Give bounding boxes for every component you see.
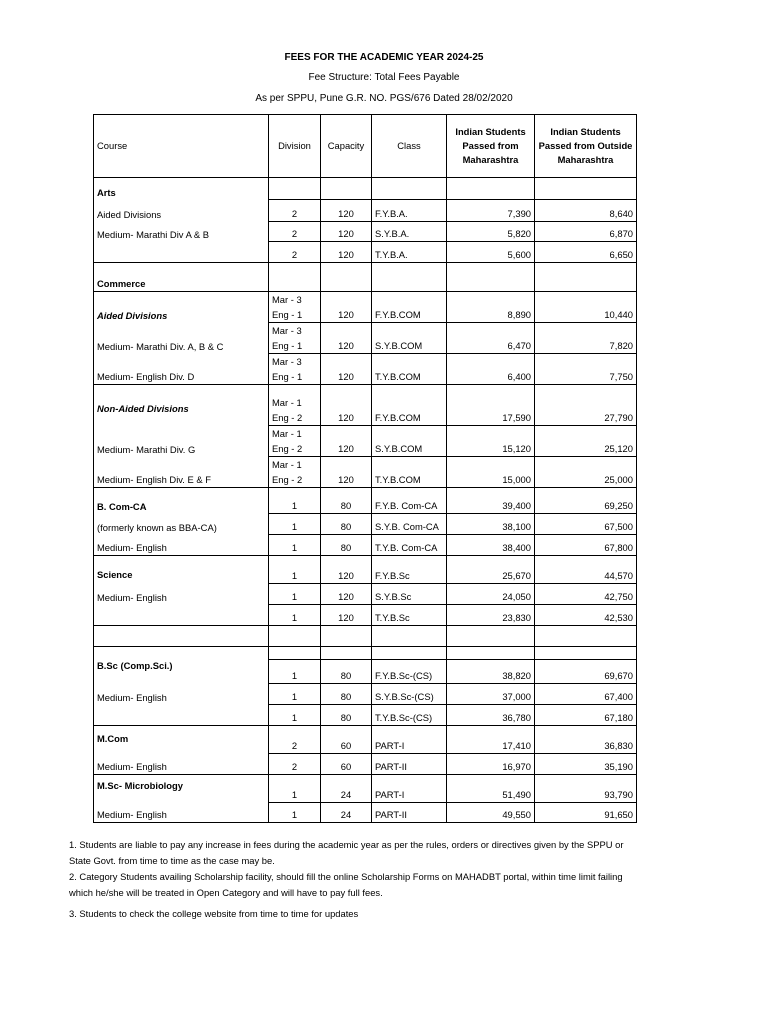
maharashtra-fee-cell: 49,550 [447,803,535,823]
maharashtra-fee-cell: 16,970 [447,754,535,775]
maharashtra-fee-cell: 39,400 [447,488,535,514]
outside-fee-cell: 27,790 [535,385,637,426]
division-line: Mar - 1 [272,459,302,470]
course-cell [94,705,269,726]
division-cell: 1 [269,514,321,535]
capacity-cell: 80 [321,514,372,535]
capacity-cell: 80 [321,684,372,705]
maharashtra-fee-cell: 38,400 [447,535,535,556]
course-cell [94,242,269,263]
outside-fee-cell: 6,650 [535,242,637,263]
division-line: Eng - 1 [272,309,303,320]
table-row [94,647,637,660]
fee-structure-subtitle: Fee Structure: Total Fees Payable [308,72,460,83]
capacity-cell: 120 [321,605,372,626]
table-header-row [94,115,637,178]
section-title-bsc-cs: B.Sc (Comp.Sci.) [97,659,173,671]
table-row [94,200,637,222]
header-class: Class [372,115,447,178]
capacity-cell: 120 [321,556,372,584]
division-line: Eng - 1 [272,340,303,351]
maharashtra-fee-cell: 8,890 [447,292,535,323]
capacity-cell: 120 [321,242,372,263]
table-row [94,775,637,803]
division-line: Mar - 1 [272,428,302,439]
division-cell: 1 [269,660,321,684]
class-cell: F.Y.B.Sc-(CS) [372,660,447,684]
course-cell: Medium- Marathi Div. A, B & C [97,340,224,352]
maharashtra-fee-cell: 15,120 [447,426,535,457]
division-line: Mar - 3 [272,294,302,305]
table-row [94,354,637,385]
section-title-arts: Arts [97,186,116,198]
section-title-bcom-ca: B. Com-CA [97,500,147,512]
course-cell [94,605,269,626]
header-capacity: Capacity [321,115,372,178]
division-line: Mar - 3 [272,356,302,367]
capacity-cell: 120 [321,323,372,354]
maharashtra-fee-cell: 25,670 [447,556,535,584]
capacity-cell: 80 [321,705,372,726]
capacity-cell: 60 [321,754,372,775]
capacity-cell: 120 [321,457,372,488]
division-cell [269,457,321,488]
outside-fee-cell: 93,790 [535,775,637,803]
division-cell: 1 [269,535,321,556]
capacity-cell: 80 [321,488,372,514]
division-cell: 1 [269,684,321,705]
table-row [94,263,637,292]
division-cell: 1 [269,556,321,584]
outside-fee-cell: 69,250 [535,488,637,514]
class-cell: T.Y.B.COM [372,457,447,488]
division-cell: 2 [269,754,321,775]
division-cell [269,292,321,323]
maharashtra-fee-cell: 7,390 [447,200,535,222]
course-cell: Medium- English [97,591,167,603]
maharashtra-fee-cell: 17,410 [447,726,535,754]
table-row [94,803,637,823]
capacity-cell: 120 [321,200,372,222]
fees-table [93,114,637,823]
division-line: Mar - 3 [272,325,302,336]
capacity-cell: 120 [321,354,372,385]
outside-fee-cell: 67,800 [535,535,637,556]
table-row [94,626,637,647]
table-row [94,292,637,323]
class-cell: PART-II [372,803,447,823]
section-title-commerce: Commerce [97,278,146,289]
division-cell [269,426,321,457]
outside-fee-cell: 7,750 [535,354,637,385]
capacity-cell: 24 [321,803,372,823]
table-row [94,178,637,200]
division-cell: 1 [269,605,321,626]
outside-fee-cell: 67,400 [535,684,637,705]
class-cell: PART-II [372,754,447,775]
table-row [94,684,637,705]
section-title-science: Science [97,568,133,580]
maharashtra-fee-cell: 36,780 [447,705,535,726]
maharashtra-fee-cell: 38,100 [447,514,535,535]
course-cell: Medium- English [97,809,167,820]
class-cell: S.Y.B.A. [372,222,447,242]
gr-reference: As per SPPU, Pune G.R. NO. PGS/676 Dated 28/02/2020 [255,93,513,104]
course-cell: Medium- English [97,542,167,553]
capacity-cell: 120 [321,426,372,457]
maharashtra-fee-cell: 17,590 [447,385,535,426]
outside-fee-cell: 69,670 [535,660,637,684]
division-cell: 1 [269,705,321,726]
outside-fee-cell: 91,650 [535,803,637,823]
maharashtra-fee-cell: 5,820 [447,222,535,242]
class-cell: S.Y.B.COM [372,426,447,457]
outside-fee-cell: 44,570 [535,556,637,584]
table-row [94,457,637,488]
outside-fee-cell: 10,440 [535,292,637,323]
header-division: Division [269,115,321,178]
outside-fee-cell: 67,500 [535,514,637,535]
capacity-cell: 120 [321,385,372,426]
course-cell: Medium- English Div. D [97,371,195,382]
outside-fee-cell: 35,190 [535,754,637,775]
division-line: Mar - 1 [272,397,302,408]
class-cell: PART-I [372,775,447,803]
course-cell: Aided Divisions [97,208,162,220]
class-cell: PART-I [372,726,447,754]
course-cell: Medium- English Div. E & F [97,474,211,485]
aided-divisions-label: Aided Divisions [97,309,168,321]
maharashtra-fee-cell: 24,050 [447,584,535,605]
class-cell: T.Y.B.A. [372,242,447,263]
class-cell: F.Y.B.A. [372,200,447,222]
outside-fee-cell: 36,830 [535,726,637,754]
capacity-cell: 80 [321,535,372,556]
maharashtra-fee-cell: 6,400 [447,354,535,385]
division-cell: 1 [269,775,321,803]
note-3: 3. Students to check the college website from time to time for updates [69,908,359,919]
header-maharashtra: Indian Students Passed from Maharashtra [447,115,535,178]
class-cell: F.Y.B.Sc [372,556,447,584]
table-row [94,705,637,726]
class-cell: S.Y.B. Com-CA [372,514,447,535]
non-aided-divisions-label: Non-Aided Divisions [97,402,189,414]
class-cell: S.Y.B.Sc-(CS) [372,684,447,705]
section-title-msc-microbiology: M.Sc- Microbiology [97,780,183,791]
maharashtra-fee-cell: 5,600 [447,242,535,263]
class-cell: S.Y.B.COM [372,323,447,354]
table-row [94,726,637,754]
class-cell: F.Y.B.COM [372,292,447,323]
division-line: Eng - 2 [272,412,303,423]
note-1: 1. Students are liable to pay any increase in fees during the academic year as per the rules, orders or directives given by the SPPU or State Govt. from time to time as the case may be. [69,839,624,866]
division-line: Eng - 1 [272,371,303,382]
capacity-cell: 24 [321,775,372,803]
outside-fee-cell: 42,530 [535,605,637,626]
table-row [94,584,637,605]
maharashtra-fee-cell: 37,000 [447,684,535,705]
capacity-cell: 120 [321,222,372,242]
class-cell: F.Y.B. Com-CA [372,488,447,514]
capacity-cell: 80 [321,660,372,684]
class-cell: T.Y.B.Sc-(CS) [372,705,447,726]
outside-fee-cell: 8,640 [535,200,637,222]
table-row [94,605,637,626]
division-cell: 2 [269,242,321,263]
table-row [94,660,637,684]
course-cell: Medium- Marathi Div. G [97,443,196,455]
section-title-mcom: M.Com [97,733,129,744]
course-cell: Medium- English [97,691,167,703]
maharashtra-fee-cell: 6,470 [447,323,535,354]
outside-fee-cell: 7,820 [535,323,637,354]
table-row [94,556,637,584]
course-cell: Medium- Marathi Div A & B [97,228,210,240]
table-row [94,754,637,775]
outside-fee-cell: 6,870 [535,222,637,242]
table-row [94,222,637,242]
class-cell: T.Y.B.COM [372,354,447,385]
header-outside-maharashtra: Indian Students Passed from Outside Maharashtra [535,115,637,178]
capacity-cell: 120 [321,292,372,323]
table-row [94,488,637,514]
table-row [94,426,637,457]
division-cell: 1 [269,803,321,823]
class-cell: T.Y.B.Sc [372,605,447,626]
outside-fee-cell: 25,000 [535,457,637,488]
division-cell: 2 [269,222,321,242]
maharashtra-fee-cell: 23,830 [447,605,535,626]
outside-fee-cell: 42,750 [535,584,637,605]
outside-fee-cell: 25,120 [535,426,637,457]
division-cell: 2 [269,200,321,222]
table-row [94,385,637,426]
note-2: 2. Category Students availing Scholarship facility, should fill the online Scholarship Forms on MAHADBT portal, within time limit failing which he/she will be treated in Open Category and will have to pay full fees. [69,871,623,898]
division-cell [269,323,321,354]
capacity-cell: 120 [321,584,372,605]
division-cell: 2 [269,726,321,754]
maharashtra-fee-cell: 38,820 [447,660,535,684]
division-cell [269,385,321,426]
class-cell: F.Y.B.COM [372,385,447,426]
division-cell [269,354,321,385]
class-cell: T.Y.B. Com-CA [372,535,447,556]
class-cell: S.Y.B.Sc [372,584,447,605]
table-row [94,535,637,556]
outside-fee-cell: 67,180 [535,705,637,726]
division-cell: 1 [269,584,321,605]
course-cell: (formerly known as BBA-CA) [97,521,217,533]
division-cell: 1 [269,488,321,514]
table-row [94,323,637,354]
capacity-cell: 60 [321,726,372,754]
division-line: Eng - 2 [272,474,303,485]
header-course: Course [97,140,128,151]
maharashtra-fee-cell: 15,000 [447,457,535,488]
maharashtra-fee-cell: 51,490 [447,775,535,803]
course-cell: Medium- English [97,761,167,772]
document-title: FEES FOR THE ACADEMIC YEAR 2024-25 [284,52,484,63]
division-line: Eng - 2 [272,443,303,454]
table-row [94,242,637,263]
table-row [94,514,637,535]
